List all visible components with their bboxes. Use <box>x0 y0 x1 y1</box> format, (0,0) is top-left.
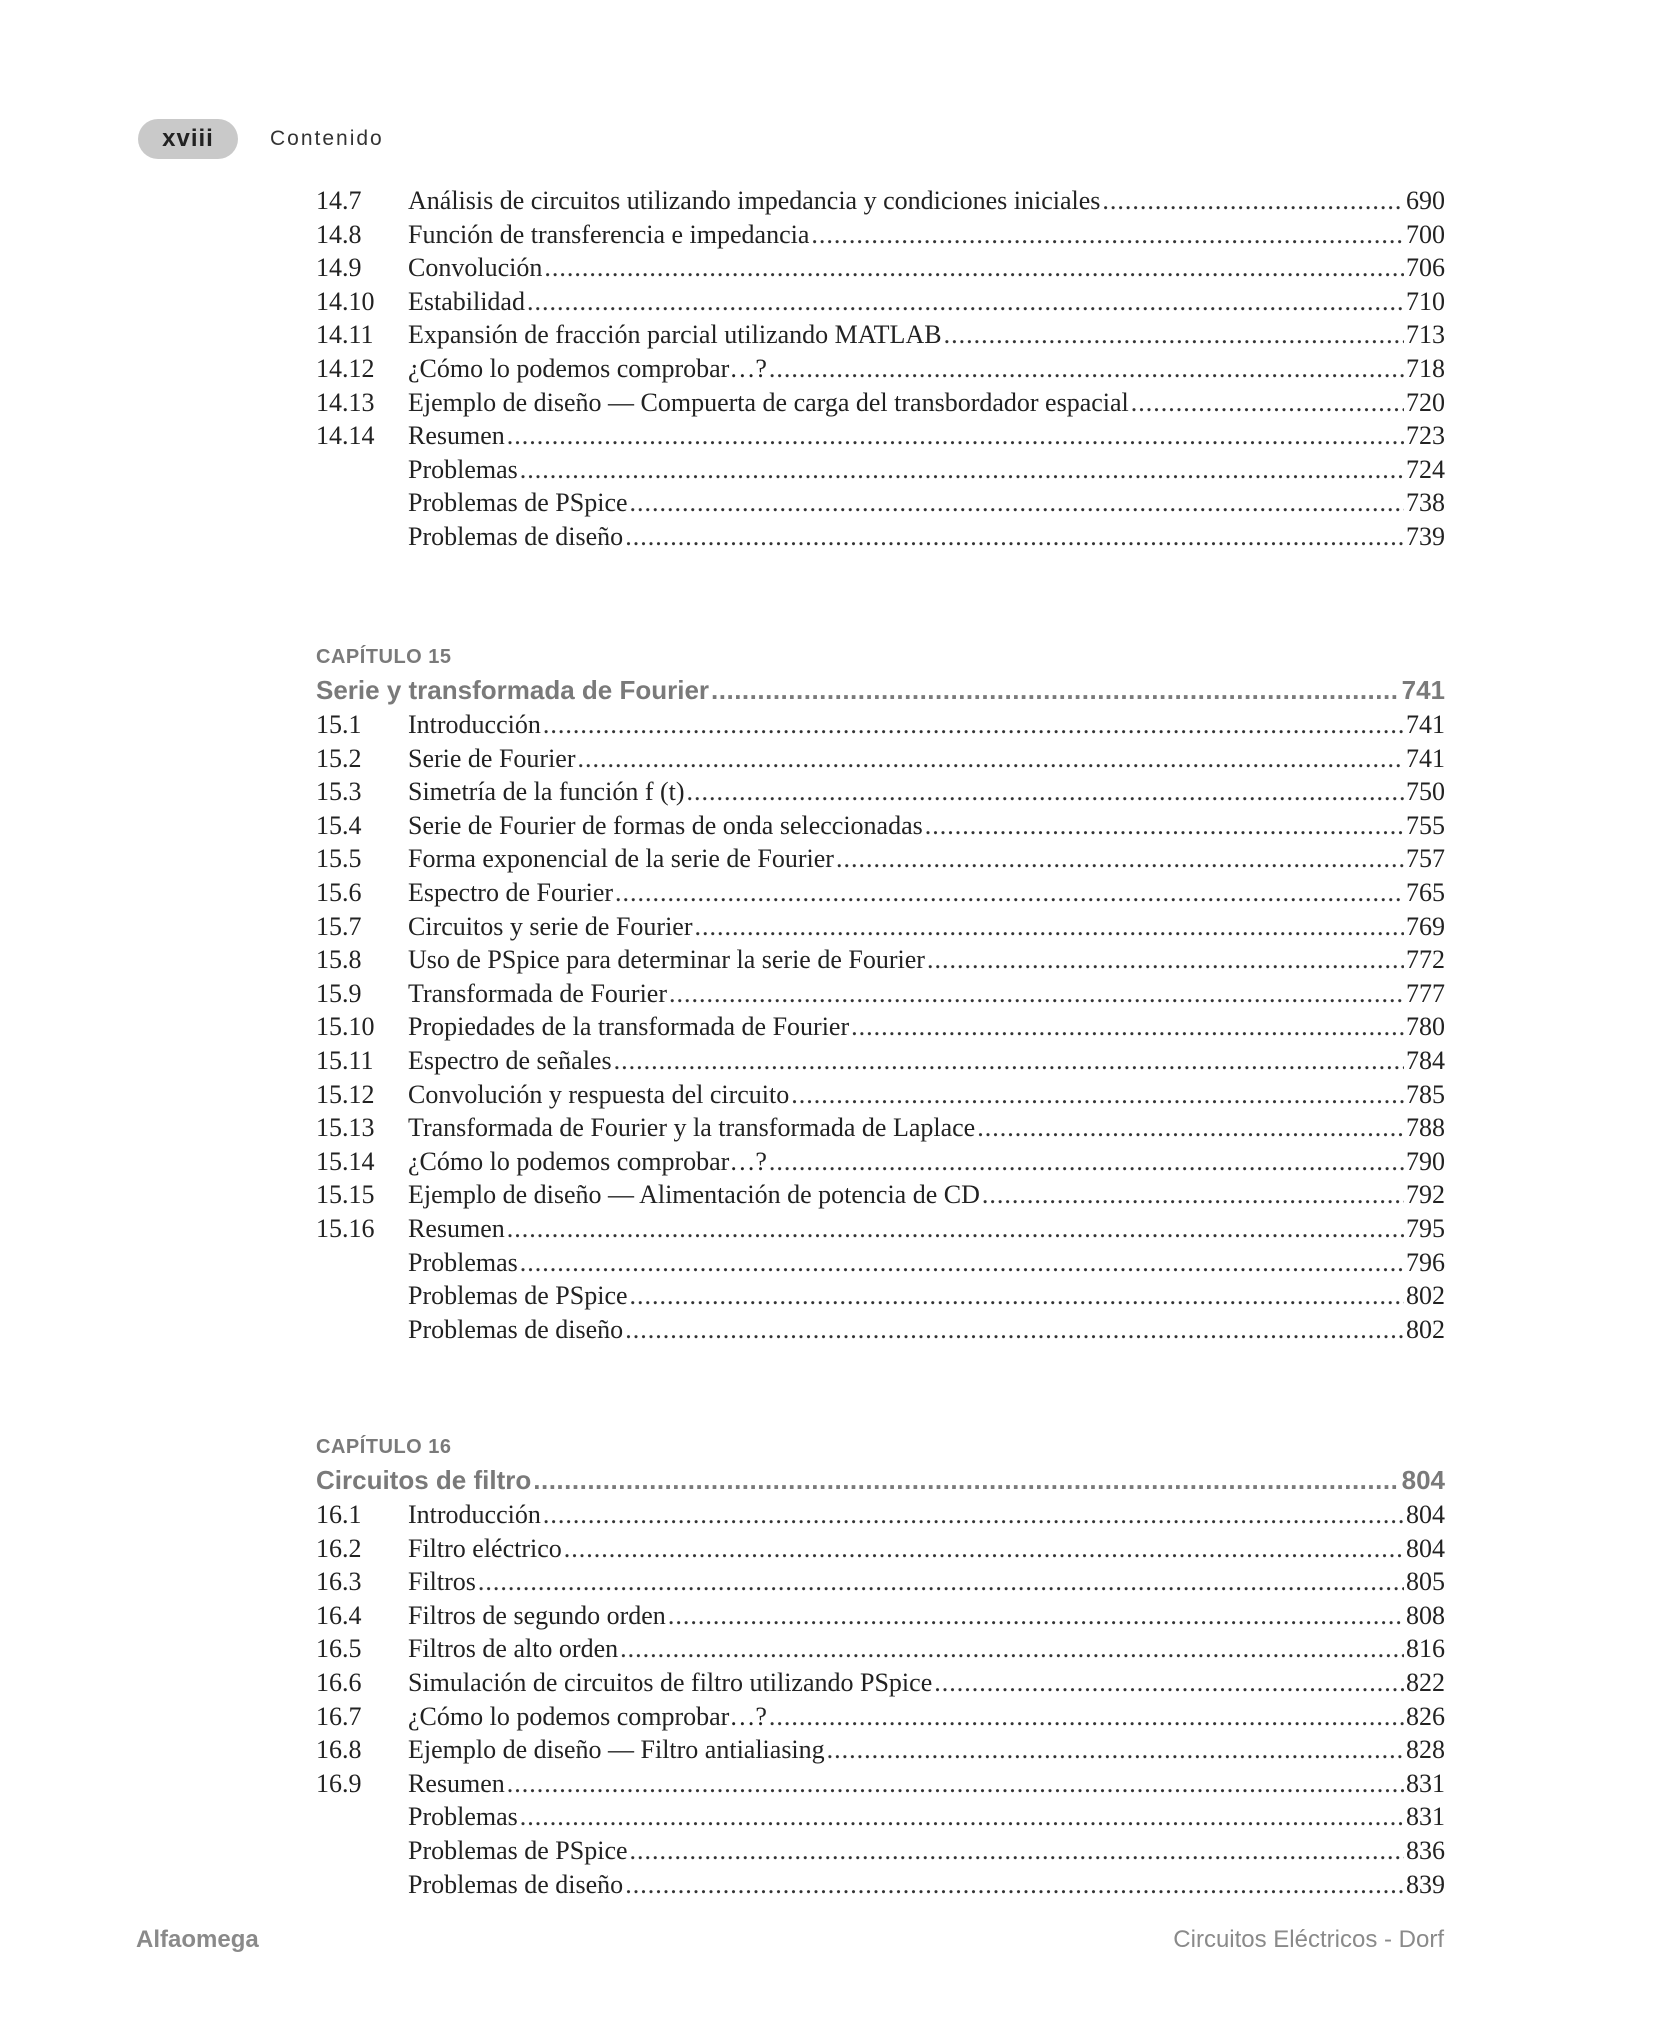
dot-leader <box>520 1800 1404 1834</box>
section-page: 750 <box>1406 777 1445 807</box>
section-number: 16.4 <box>316 1600 362 1630</box>
chapter-label: CAPÍTULO 16 <box>316 1436 452 1458</box>
dot-leader <box>769 352 1404 386</box>
section-page: 828 <box>1406 1735 1445 1765</box>
section-title: Problemas de PSpice <box>408 1281 628 1311</box>
dot-leader <box>544 251 1404 285</box>
section-title: Forma exponencial de la serie de Fourier <box>408 844 834 874</box>
dot-leader <box>620 1632 1404 1666</box>
section-page: 772 <box>1406 945 1445 975</box>
toc-entry <box>316 1145 1445 1179</box>
section-page: 700 <box>1406 219 1445 249</box>
dot-leader <box>507 419 1404 453</box>
section-page: 792 <box>1406 1180 1445 1210</box>
section-title: Propiedades de la transformada de Fourier <box>408 1012 850 1042</box>
section-page: 706 <box>1406 253 1445 283</box>
chapter-label: CAPÍTULO 15 <box>316 646 452 668</box>
footer-book-title: Circuitos Eléctricos - Dorf <box>1173 1926 1444 1953</box>
section-number: 14.9 <box>316 253 362 283</box>
dot-leader <box>520 453 1404 487</box>
section-page: 724 <box>1406 454 1445 484</box>
dot-leader <box>769 1145 1404 1179</box>
section-page: 784 <box>1406 1045 1445 1075</box>
dot-leader <box>851 1010 1404 1044</box>
section-page: 785 <box>1406 1079 1445 1109</box>
section-title: Resumen <box>408 1213 505 1243</box>
section-page: 795 <box>1406 1213 1445 1243</box>
section-page: 790 <box>1406 1146 1445 1176</box>
toc-entry <box>316 251 1445 285</box>
section-title: Análisis de circuitos utilizando impedancia y condiciones iniciales <box>408 186 1101 215</box>
dot-leader <box>527 285 1404 319</box>
section-page: 836 <box>1406 1835 1445 1865</box>
toc-block-chapter-15 <box>316 642 1445 1346</box>
page-header <box>138 115 384 163</box>
section-title: Función de transferencia e impedancia <box>408 219 810 249</box>
section-number: 16.9 <box>316 1768 362 1798</box>
dot-leader <box>630 486 1404 520</box>
toc-entry <box>316 977 1445 1011</box>
dot-leader <box>507 1767 1404 1801</box>
section-page: 769 <box>1406 911 1445 941</box>
toc-entry <box>316 1246 1445 1280</box>
section-title: Problemas <box>408 1247 518 1277</box>
section-number: 16.2 <box>316 1533 362 1563</box>
section-number: 15.15 <box>316 1180 375 1210</box>
running-header-title: Contenido <box>270 127 384 150</box>
toc-entry <box>316 1700 1445 1734</box>
section-number: 14.12 <box>316 353 375 383</box>
section-page: 804 <box>1406 1533 1445 1563</box>
toc-entry <box>316 1313 1445 1347</box>
section-page: 723 <box>1406 421 1445 451</box>
section-title: Expansión de fracción parcial utilizando MATLAB <box>408 320 942 350</box>
section-number: 15.11 <box>316 1045 374 1075</box>
section-number: 15.2 <box>316 743 362 773</box>
toc-entry <box>316 419 1445 453</box>
toc-entry <box>316 1800 1445 1834</box>
section-page: 822 <box>1406 1667 1445 1697</box>
dot-leader <box>977 1111 1404 1145</box>
section-number: 14.7 <box>316 186 362 215</box>
section-number: 14.13 <box>316 387 375 417</box>
toc-entry <box>316 708 1445 742</box>
section-number: 15.5 <box>316 844 362 874</box>
dot-leader <box>982 1178 1404 1212</box>
section-page: 720 <box>1406 387 1445 417</box>
section-title: Problemas de PSpice <box>408 488 628 518</box>
section-page: 690 <box>1406 186 1445 215</box>
section-title: Problemas <box>408 454 518 484</box>
section-page: 718 <box>1406 353 1445 383</box>
toc-entry <box>316 318 1445 352</box>
section-title: ¿Cómo lo podemos comprobar…? <box>408 1701 767 1731</box>
dot-leader <box>811 218 1404 252</box>
section-page: 710 <box>1406 286 1445 316</box>
section-page: 831 <box>1406 1768 1445 1798</box>
section-page: 738 <box>1406 488 1445 518</box>
section-number: 16.5 <box>316 1634 362 1664</box>
section-page: 804 <box>1406 1500 1445 1529</box>
toc-entry <box>316 876 1445 910</box>
section-title: Espectro de señales <box>408 1045 612 1075</box>
toc-entry <box>316 1599 1445 1633</box>
dot-leader <box>543 1498 1404 1532</box>
section-title: Ejemplo de diseño — Compuerta de carga del transbordador espacial <box>408 387 1129 417</box>
toc-entry <box>316 285 1445 319</box>
dot-leader <box>1131 386 1404 420</box>
footer-publisher: Alfaomega <box>136 1926 259 1953</box>
toc-entry <box>316 486 1445 520</box>
dot-leader <box>769 1700 1404 1734</box>
dot-leader <box>791 1078 1404 1112</box>
section-title: Filtro eléctrico <box>408 1533 562 1563</box>
section-number: 16.6 <box>316 1667 362 1697</box>
section-title: Espectro de Fourier <box>408 877 614 907</box>
section-page: 788 <box>1406 1113 1445 1143</box>
section-page: 839 <box>1406 1869 1445 1899</box>
section-number: 15.16 <box>316 1213 375 1243</box>
dot-leader <box>630 1279 1404 1313</box>
section-number: 15.8 <box>316 945 362 975</box>
section-title: Serie de Fourier <box>408 743 576 773</box>
toc-entry <box>316 1078 1445 1112</box>
toc-entry <box>316 775 1445 809</box>
section-page: 741 <box>1406 743 1445 773</box>
toc-entry <box>316 1767 1445 1801</box>
section-title: ¿Cómo lo podemos comprobar…? <box>408 353 767 383</box>
section-number: 16.8 <box>316 1735 362 1765</box>
section-page: 780 <box>1406 1012 1445 1042</box>
toc-block-chapter-14-continued <box>316 184 1445 554</box>
section-title: Introducción <box>408 1500 541 1529</box>
dot-leader <box>630 1834 1404 1868</box>
section-title: Introducción <box>408 710 541 739</box>
dot-leader <box>927 943 1404 977</box>
toc-entry <box>316 910 1445 944</box>
toc-entry <box>316 1532 1445 1566</box>
section-number: 16.3 <box>316 1567 362 1597</box>
chapter-title-row <box>316 1462 1445 1498</box>
section-title: Transformada de Fourier <box>408 978 667 1008</box>
section-title: Resumen <box>408 421 505 451</box>
dot-leader <box>614 1044 1404 1078</box>
section-title: Resumen <box>408 1768 505 1798</box>
toc-entry <box>316 842 1445 876</box>
dot-leader <box>1102 184 1404 218</box>
section-title: Problemas de PSpice <box>408 1835 628 1865</box>
toc-entry <box>316 184 1445 218</box>
toc-block-chapter-16 <box>316 1432 1445 1901</box>
section-number: 15.10 <box>316 1012 375 1042</box>
toc-entry <box>316 1010 1445 1044</box>
dot-leader <box>564 1532 1404 1566</box>
section-page: 757 <box>1406 844 1445 874</box>
section-page: 816 <box>1406 1634 1445 1664</box>
toc-entry <box>316 1834 1445 1868</box>
dot-leader <box>669 977 1404 1011</box>
toc-entry <box>316 1279 1445 1313</box>
dot-leader <box>827 1733 1404 1767</box>
section-title: Filtros de segundo orden <box>408 1600 666 1630</box>
dot-leader <box>944 318 1404 352</box>
section-number: 15.12 <box>316 1079 375 1109</box>
section-page: 765 <box>1406 877 1445 907</box>
toc-entry <box>316 1733 1445 1767</box>
section-title: Uso de PSpice para determinar la serie de Fourier <box>408 945 925 975</box>
chapter-title: Circuitos de filtro <box>316 1465 532 1495</box>
section-title: Filtros de alto orden <box>408 1634 619 1664</box>
section-title: Problemas de diseño <box>408 1869 624 1899</box>
section-number: 16.1 <box>316 1500 362 1529</box>
dot-leader <box>836 842 1404 876</box>
toc-entry <box>316 1044 1445 1078</box>
chapter-page: 741 <box>1401 675 1445 705</box>
section-title: Convolución <box>408 253 543 283</box>
dot-leader <box>543 708 1404 742</box>
section-page: 739 <box>1406 521 1445 551</box>
section-number: 16.7 <box>316 1701 362 1731</box>
toc-rows <box>316 184 1445 554</box>
section-title: Simetría de la función f (t) <box>408 777 685 807</box>
section-title: Filtros <box>408 1567 476 1597</box>
dot-leader <box>625 1868 1404 1902</box>
section-title: Serie de Fourier de formas de onda seleccionadas <box>408 810 923 840</box>
section-number: 15.9 <box>316 978 362 1008</box>
section-title: Simulación de circuitos de filtro utilizando PSpice <box>408 1667 933 1697</box>
section-page: 713 <box>1406 320 1445 350</box>
dot-leader <box>533 1462 1399 1498</box>
dot-leader <box>925 809 1404 843</box>
section-number: 14.14 <box>316 421 375 451</box>
toc-entry <box>316 386 1445 420</box>
section-title: Problemas <box>408 1802 518 1832</box>
toc-entry <box>316 218 1445 252</box>
page-number-badge: xviii <box>138 119 238 159</box>
dot-leader <box>578 742 1404 776</box>
section-page: 802 <box>1406 1314 1445 1344</box>
toc-entry <box>316 520 1445 554</box>
dot-leader <box>934 1666 1404 1700</box>
chapter-page: 804 <box>1401 1465 1445 1495</box>
section-page: 796 <box>1406 1247 1445 1277</box>
section-page: 777 <box>1406 978 1445 1008</box>
section-page: 805 <box>1406 1567 1445 1597</box>
toc-entry <box>316 1111 1445 1145</box>
chapter-title: Serie y transformada de Fourier <box>316 675 710 705</box>
toc-entry <box>316 1178 1445 1212</box>
section-number: 14.11 <box>316 320 374 350</box>
toc-entry <box>316 943 1445 977</box>
section-title: Problemas de diseño <box>408 1314 624 1344</box>
toc-entry <box>316 1632 1445 1666</box>
section-title: Convolución y respuesta del circuito <box>408 1079 790 1109</box>
section-number: 15.14 <box>316 1146 375 1176</box>
section-number: 14.8 <box>316 219 362 249</box>
dot-leader <box>668 1599 1404 1633</box>
section-title: ¿Cómo lo podemos comprobar…? <box>408 1146 767 1176</box>
section-title: Problemas de diseño <box>408 521 624 551</box>
dot-leader <box>507 1212 1404 1246</box>
dot-leader <box>695 910 1405 944</box>
chapter-title-row <box>316 672 1445 708</box>
section-page: 831 <box>1406 1802 1445 1832</box>
dot-leader <box>625 520 1404 554</box>
toc-entry <box>316 1868 1445 1902</box>
section-number: 14.10 <box>316 286 375 316</box>
toc-entry <box>316 1498 1445 1532</box>
dot-leader <box>615 876 1404 910</box>
section-title: Circuitos y serie de Fourier <box>408 911 693 941</box>
dot-leader <box>520 1246 1404 1280</box>
toc-entry <box>316 1666 1445 1700</box>
toc-entry <box>316 1565 1445 1599</box>
section-number: 15.1 <box>316 710 362 739</box>
section-page: 802 <box>1406 1281 1445 1311</box>
section-title: Estabilidad <box>408 286 525 316</box>
section-page: 741 <box>1406 710 1445 739</box>
section-number: 15.3 <box>316 777 362 807</box>
section-page: 826 <box>1406 1701 1445 1731</box>
section-page: 755 <box>1406 810 1445 840</box>
toc-entry <box>316 352 1445 386</box>
section-number: 15.4 <box>316 810 362 840</box>
section-number: 15.6 <box>316 877 362 907</box>
toc-entry <box>316 809 1445 843</box>
toc-entry <box>316 742 1445 776</box>
section-title: Transformada de Fourier y la transformada de Laplace <box>408 1113 976 1143</box>
dot-leader <box>687 775 1404 809</box>
toc-entry <box>316 1212 1445 1246</box>
section-title: Ejemplo de diseño — Alimentación de potencia de CD <box>408 1180 980 1210</box>
section-page: 808 <box>1406 1600 1445 1630</box>
section-number: 15.7 <box>316 911 362 941</box>
section-title: Ejemplo de diseño — Filtro antialiasing <box>408 1735 825 1765</box>
dot-leader <box>711 672 1400 708</box>
section-number: 15.13 <box>316 1113 375 1143</box>
dot-leader <box>478 1565 1404 1599</box>
toc-entry <box>316 453 1445 487</box>
dot-leader <box>625 1313 1404 1347</box>
